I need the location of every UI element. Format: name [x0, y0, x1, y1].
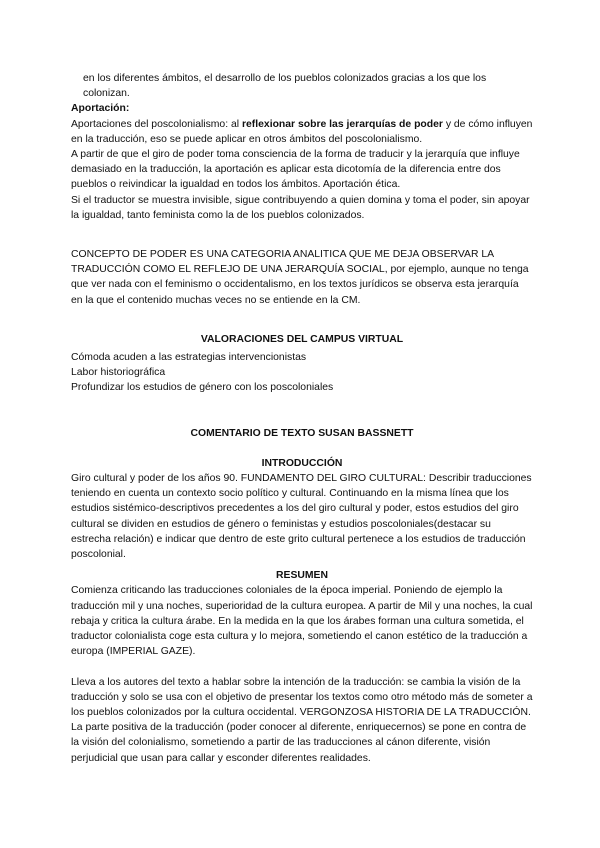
spacer [71, 308, 533, 332]
comentario-heading: COMENTARIO DE TEXTO SUSAN BASSNETT [190, 427, 414, 439]
spacer [71, 396, 533, 420]
valoraciones-item: Cómoda acuden a las estrategias intervencionistas [71, 352, 307, 364]
aportacion-paragraph-2: A partir de que el giro de poder toma consciencia de la forma de traducir y la jerarquía que influye demasiado en la traducción, la aportación es aplicar esta dicotomía de la diferencia entre dos pueblos o reivindicar la igualdad en todos los ámbitos. Aportación ética. [71, 149, 520, 191]
spacer [71, 441, 533, 456]
aportacion-p1-bold: reflexionar sobre las jerarquías de poder [241, 118, 443, 130]
resumen-paragraph-1: Comienza criticando las traducciones coloniales de la época imperial. Poniendo de ejemplo la traducción mil y una noches, superioridad de la cultura europea. A partir de Mil y una noches, la cual rebaja y critica la cultura árabe. En la medida en la que los árabes forman una cultura sometida, el traductor colonialista coge esta cultura y lo mejora, sometiendo el canon estético de la traducción a europa (IMPERIAL GAZE). [71, 585, 533, 658]
intro-line-1: en los diferentes ámbitos, el desarrollo de los pueblos colonizados gracias a los que los [83, 73, 487, 84]
introduccion-paragraph: Giro cultural y poder de los años 90. FUNDAMENTO DEL GIRO CULTURAL: Describir traducciones teniendo en cuenta un contexto socio político y cultural. Continuando en la misma línea que los estudios sistémico-descriptivos precedentes a los del giro cultural y poder, estos estudios del giro cultural se dividen en estudios de género o feministas y estudios poscoloniales(destacar su estrecha relación) e indicar que dentro de este grito cultural pertenece a los estudios de traducción poscolonial. [71, 473, 532, 561]
aportacion-p1-before: Aportaciones del poscolonialismo: al [71, 118, 242, 130]
introduccion-heading: INTRODUCCIÓN [261, 457, 343, 469]
valoraciones-heading: VALORACIONES DEL CAMPUS VIRTUAL [200, 333, 404, 345]
aportacion-p1-after: y de cómo influyen en la traducción, eso se puede aplicar en otros ámbitos del poscolonialismo. [71, 118, 533, 145]
resumen-paragraph-2: Lleva a los autores del texto a hablar sobre la intención de la traducción: se cambia la visión de la traducción y solo se usa con el objetivo de presentar los textos como otro método más de someter a los pueblos colonizados por la cultura occidental. VERGONZOSA HISTORIA DE LA TRADUCCIÓN. La parte positiva de la traducción (poder conocer al diferente, enriquecernos) se pone en contra de la visión del colonialismo, sometiendo a partir de las traducciones al cánon diferente, visión perjudicial que usan para callar y esconder diferentes realidades. [71, 676, 533, 764]
resumen-heading: RESUMEN [276, 570, 328, 582]
text-column [71, 71, 533, 766]
concepto-paragraph: CONCEPTO DE PODER ES UNA CATEGORIA ANALITICA QUE ME DEJA OBSERVAR LA TRADUCCIÓN COMO EL REFLEJO DE UNA JERARQUÍA SOCIAL, por ejemplo, aunque no tenga que ver nada con el feminismo o occidentalismo, en los textos jurídicos se observa esta jerarquía en la que el contenido muchas veces no se entiende en la CM. [71, 249, 529, 306]
spacer [71, 223, 533, 247]
valoraciones-item: Labor historiográfica [71, 367, 166, 379]
aportacion-paragraph-1 [71, 117, 533, 147]
aportacion-paragraph-3: Si el traductor se muestra invisible, sigue contribuyendo a quien domina y toma el poder, sin apoyar la igualdad, tanto feminista como la de los pueblos colonizados. [71, 194, 530, 221]
spacer [71, 660, 533, 675]
valoraciones-item: Profundizar los estudios de género con los poscoloniales [71, 382, 334, 394]
aportacion-heading: Aportación: [71, 103, 130, 115]
intro-line-2: colonizan. [83, 88, 130, 100]
